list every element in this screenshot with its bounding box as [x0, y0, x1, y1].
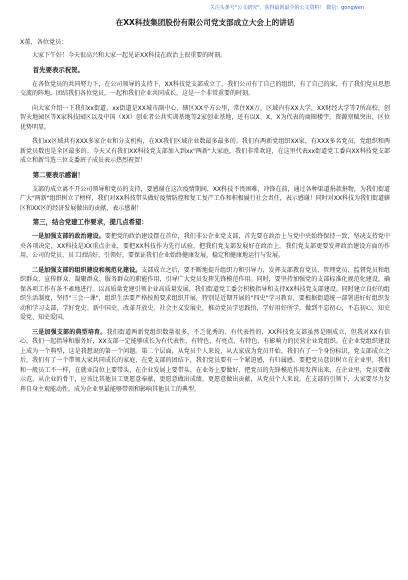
- paragraph: 在各位党员的共同努力下，在公司领导的支持下，XX科技党支部成立了，我们公司有了自己的组织，有了自己的家，有了我们党员思想交流的阵地，团结我们各位党员，一起和我们企业共同成长，这是一个非常重要的时刻。: [20, 80, 390, 97]
- paragraph: 三是加强支部的典型培育。我们街道两新党组织数量很多，不乏优秀的、有代表性的，XX科技党支部虽然是刚成立，但我对XX有信心，我们一起指导和服务好，XX支部一定能够成长为有代表性、有特色、有亮点、有特色、有影响力的民营企业党组织。在企业党组织建设上成为一个典型，这是我想说的第一个问题。第二个层面，从党员个人来说，从大家成为党员开始，我们有了一个身份标识，党支部成立之后，我们有了一个带领大家共同成长的家庭，在党支部的团结下，我们党员要有一个紧迫感，有归属感，要把党员意识树立在企业里，我们和一般员工不一样，在就业岗位上要带头，在企业发展上要带头，在业务上要做好，把党员的先锋模范作用发挥出来，在企业里，党员要做示范，从企业的骨干，应该比其他员工更愿意奉献，更愿意做出成绩，更愿意做出贡献，从党员个人来说，在支部的引领下，大家要尽力发挥自身主观能动性，成为企业里最能够带领和影响其他员工的典型。: [20, 328, 390, 393]
- section-heading: 第三，结合党建工作要求，提几点希望：: [32, 218, 148, 226]
- paragraph: 我们xx区域共有XXX多家企业和分支机构，在XX我们区域企业数最多最多的。我们有两新党组织XX家，有XXX多名党员，党组织和两新党员数也是全区最多的。今天又有我们XX科技党支部加入到xx"两新"大家庭，我们非常欢迎，在这里代表xx街道党工委向XX科技党支部成立和新当选三位支委班子成员表示热烈祝贺！: [20, 138, 390, 164]
- paragraph: 二是加强支部的组织建设和规范化建设。支部成立之后，要不断地提升组织力和引导力，发挥支部教育党员、管理党员、监督党员和组织群众、宣传群众、凝聚群众、服务群众的职能作用，引导广大党员发挥先锋模范作用。同时，要坚持加强党的支部标准化规范化建设，确保各项工作有条不紊地进行。以高质量党建引领企业高质量发展，我们街道党工委会积极指导和支持XX科技党支部建设。同时建立良好的组织生活制度，坚持"三会一课"，组织生活要严格按照要求组织开展，特别是近期开展的"四史"学习教育，要根据街道统一部署进好好组织发动和学习支部，学好党史、新中国史、改革开放史、社会主义发展史，推动党员学思践悟，学好用好所学，做到不忘初心，不忘初心，知史爱党、知史爱国。: [20, 266, 390, 321]
- paragraph: 支部的成立离不开公司领导和党员的支持，要感谢在这次疫情期间，XX科技不畏困难，冲锋在前，通过各种渠道捐款捐物，为我们街道广大"两新"组织树立了榜样，我们对XX科技带头做好疫情防控和复工复产工作和积极履行社会责任，表示感谢！同时对XX科技为我们街道辖区和XX区的经济发展做出的贡献，表示感谢！: [20, 185, 390, 212]
- paragraph: 向大家介绍一下我们xx街道，xx街道是XX城市副中心，辖区XX平方公里，常住XX万，区域内有XX大学，XX财经大学等7所高校，创智天地园区等X家科技园区以及中国（XX）创业者公共实训基地等2家创业基地，还有以X、X、X为代表的商圈楼宇，资源禀赋突出，区位优势明显。: [20, 104, 390, 131]
- paragraph: 大家下午好！今天很高兴和大家一起见证XX科技在政治上很重要的时刻。: [32, 52, 227, 59]
- section-heading: 首先要表示祝贺。: [32, 65, 84, 74]
- salutation: X董、各位党员：: [20, 39, 68, 46]
- paragraph: 一是加强支部的政治建设。要把党的政治建设摆在首位，我们非公企业党支部，首先要在政治上与党中央始终保持一致，坚决支持党中央各项决定，XX科技是XX重点企业，要把XX科技作为先行试验，把我们党支部发展好在政治上。我们党支部更要发挥政治建设方面的作用，公司的党员、员工团结好、引领好，要保证我们企业始终健康发展，稳定和健康地运行与发展。: [20, 233, 390, 259]
- header-banner[interactable]: 关注头条号"公文研究"，获得最新最全的公文资料！ 微信：gongwen: [209, 5, 364, 11]
- document-title: 在XX科技集团股份有限公司党支部成立大会上的讲话: [115, 18, 295, 27]
- section-heading: 第二要表示感谢！: [32, 170, 84, 179]
